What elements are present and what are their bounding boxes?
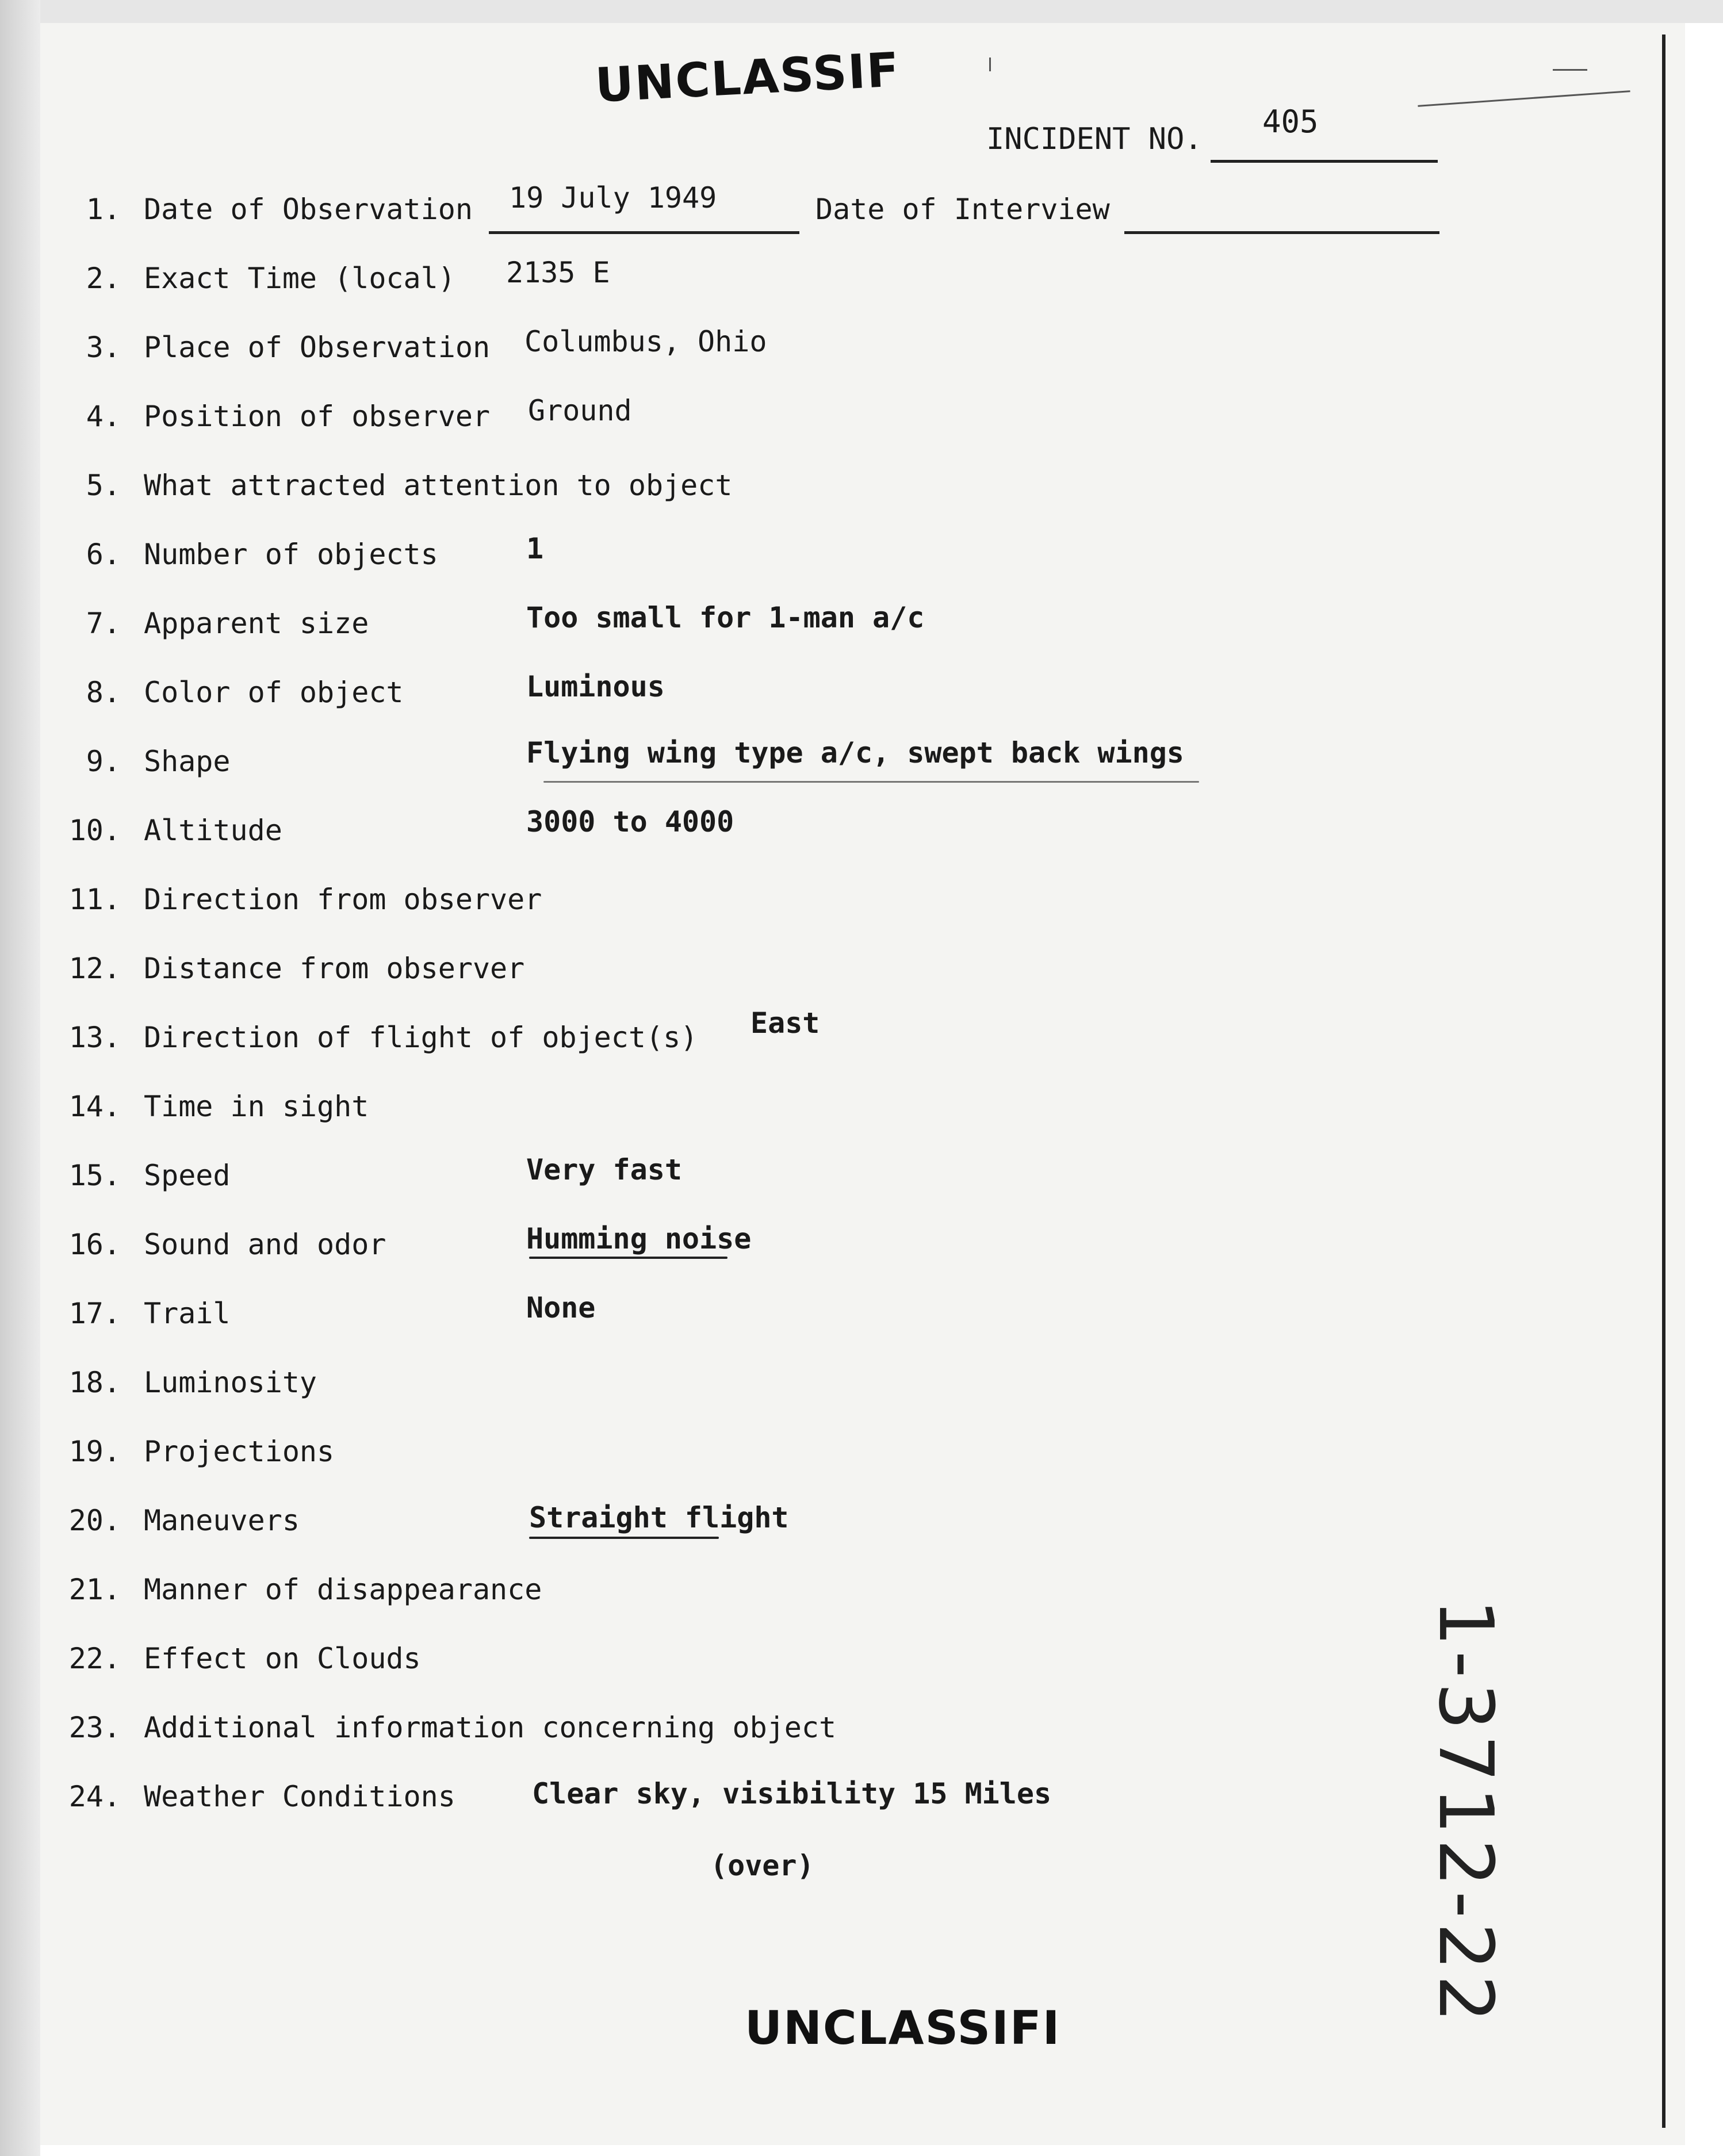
item-label: Date of Observation — [144, 193, 473, 226]
item-label: Altitude — [144, 814, 282, 847]
item-value: Too small for 1-man a/c — [526, 601, 925, 634]
item-label: Effect on Clouds — [144, 1642, 421, 1675]
item-label: Direction of flight of object(s) — [144, 1021, 698, 1054]
item-label: Trail — [144, 1297, 231, 1330]
item-label: Color of object — [144, 676, 404, 709]
item-number: 20. — [68, 1504, 121, 1537]
classification-stamp-bottom: UNCLASSIFI — [745, 2001, 1061, 2055]
incident-underline — [1211, 160, 1438, 163]
item-number: 2. — [86, 262, 121, 295]
item-value: 3000 to 4000 — [526, 805, 734, 838]
item-number: 19. — [68, 1435, 121, 1468]
item-label: Exact Time (local) — [144, 262, 455, 295]
item-label: Luminosity — [144, 1366, 317, 1399]
item-number: 14. — [68, 1090, 121, 1123]
item-number: 18. — [68, 1366, 121, 1399]
item-value: East — [751, 1006, 820, 1040]
item-label: Apparent size — [144, 607, 369, 640]
item-value: Clear sky, visibility 15 Miles — [532, 1777, 1052, 1810]
item-label: Manner of disappearance — [144, 1573, 542, 1606]
item-value: 1 — [526, 532, 544, 565]
scan-mark — [989, 58, 991, 71]
item-label: Weather Conditions — [144, 1780, 455, 1813]
item-value: Luminous — [526, 670, 665, 703]
scan-left-edge — [0, 0, 40, 2156]
item-number: 7. — [86, 607, 121, 640]
date-interview-underline — [1124, 231, 1439, 234]
incident-label: INCIDENT NO. — [986, 122, 1203, 156]
handwritten-file-number: 1-3712-22 — [1422, 1599, 1510, 2027]
item-label: Place of Observation — [144, 331, 491, 364]
item-label: Direction from observer — [144, 883, 542, 916]
item-number: 23. — [68, 1711, 121, 1744]
item-value: 19 July 1949 — [509, 181, 717, 215]
item-number: 11. — [68, 883, 121, 916]
interview-label: Date of Interview — [815, 193, 1110, 226]
scan-mark — [1553, 69, 1587, 71]
item-label: Sound and odor — [144, 1228, 386, 1261]
item-label: Time in sight — [144, 1090, 369, 1123]
shape-underline — [543, 781, 1199, 783]
item-number: 13. — [68, 1021, 121, 1054]
item-value: Columbus, Ohio — [524, 325, 767, 358]
item-number: 5. — [86, 469, 121, 502]
item-number: 9. — [86, 745, 121, 778]
item-value: Very fast — [526, 1153, 682, 1186]
item-number: 22. — [68, 1642, 121, 1675]
item-number: 12. — [68, 952, 121, 985]
item-number: 8. — [86, 676, 121, 709]
date-observation-underline — [489, 231, 799, 234]
item-label: Speed — [144, 1159, 231, 1192]
item-label: Projections — [144, 1435, 335, 1468]
item-value: Flying wing type a/c, swept back wings — [526, 736, 1184, 769]
item-number: 4. — [86, 400, 121, 433]
item-value: Ground — [528, 394, 632, 427]
item-value: 2135 E — [506, 256, 610, 289]
item-number: 10. — [68, 814, 121, 847]
incident-number: 405 — [1262, 104, 1319, 140]
maneuvers-underline — [529, 1537, 719, 1539]
over-note: (over) — [710, 1849, 814, 1882]
item-number: 3. — [86, 331, 121, 364]
item-number: 6. — [86, 538, 121, 571]
classification-stamp-top: UNCLASSIF — [594, 43, 902, 113]
item-number: 1. — [86, 193, 121, 226]
item-number: 24. — [68, 1780, 121, 1813]
item-value: Straight flight — [529, 1501, 789, 1534]
item-label: Number of objects — [144, 538, 438, 571]
item-label: Distance from observer — [144, 952, 525, 985]
item-value: Humming noise — [526, 1222, 752, 1255]
item-label: Maneuvers — [144, 1504, 300, 1537]
item-number: 21. — [68, 1573, 121, 1606]
item-label: What attracted attention to object — [144, 469, 733, 502]
scan-top-edge — [0, 0, 1723, 23]
sound-underline — [529, 1257, 728, 1259]
item-label: Shape — [144, 745, 231, 778]
item-number: 17. — [68, 1297, 121, 1330]
page-right-border — [1662, 35, 1665, 2128]
item-value: None — [526, 1291, 596, 1324]
item-number: 16. — [68, 1228, 121, 1261]
item-label: Position of observer — [144, 400, 491, 433]
item-number: 15. — [68, 1159, 121, 1192]
item-label: Additional information concerning object — [144, 1711, 837, 1744]
